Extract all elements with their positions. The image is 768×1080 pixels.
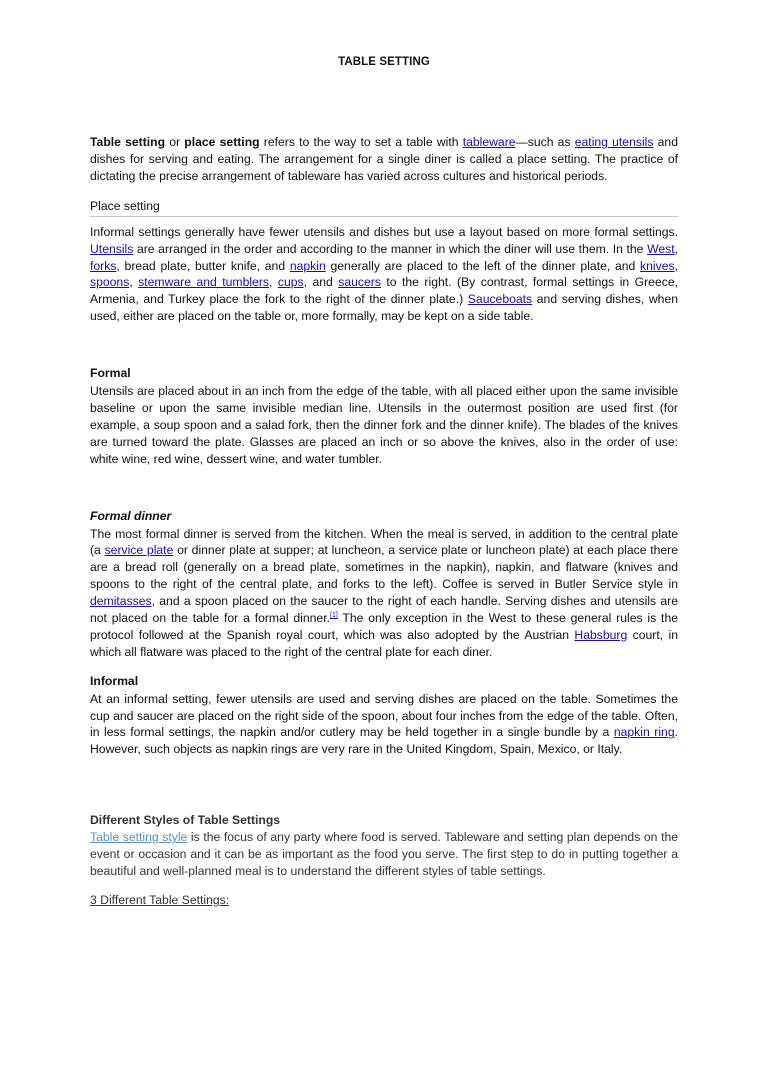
link-saucers[interactable]: saucers [338, 275, 381, 290]
ps-text-2: are arranged in the order and according to the manner in which the diner will use them. In the [133, 241, 648, 256]
link-habsburg[interactable]: Habsburg [574, 627, 628, 642]
link-knives[interactable]: knives [640, 258, 675, 273]
link-table-setting-style[interactable]: Table setting style [90, 830, 188, 845]
styles-paragraph [90, 829, 678, 880]
informal-heading: Informal [90, 673, 139, 688]
formal-heading: Formal [90, 366, 131, 381]
formal-paragraph: Utensils are placed about in an inch from the edge of the table, with all placed either upon the same invisible baseline or upon the same invisible median line. Utensils in the outermost position are used first (for example, a soup spoon and a salad fork, then the dinner fork and the dinner knife). The blades of the knives are turned toward the plate. Glasses are placed an inch or so above the knives, also in the order of use: white wine, red wine, dessert wine, and water tumbler. [90, 384, 678, 466]
term-table-setting: Table setting [90, 135, 166, 149]
fd-text-4: The only exception in the West to these general rules is the protocol followed at the Spanish royal court, which was also adopted by the Austrian [90, 611, 678, 642]
ps-sep-2: , [674, 258, 678, 273]
fd-text-2: or dinner plate at supper; at luncheon, a service plate or luncheon plate) at each place there are a bread roll (generally on a bread plate, sometimes in the napkin), napkin, and flatware (knives and spoons to the right of the central plate, and forks to the left). Coffee is served in Butler Service style in [90, 543, 678, 592]
place-setting-heading: Place setting [90, 198, 678, 217]
link-forks[interactable]: forks [90, 258, 117, 273]
fd-text-5: court, in which all flatware was placed to the right of the central plate for each diner. [90, 627, 678, 659]
fd-text-3: , and a spoon placed on the saucer to the right of each handle. Serving dishes and utensils are not placed on the table for a formal dinner. [90, 594, 678, 626]
ps-sep-1: , [674, 241, 678, 256]
ps-text-5: , and [303, 275, 339, 290]
informal-paragraph [90, 691, 678, 759]
ps-text-6: to the right. (By contrast, formal settings in Greece, Armenia, and Turkey place the fork to the right of the dinner plate.) [90, 275, 678, 307]
ps-sep-4: , [269, 275, 278, 290]
link-sauceboats[interactable]: Sauceboats [467, 292, 533, 307]
link-spoons[interactable]: spoons [90, 275, 130, 290]
link-cups[interactable]: cups [277, 275, 304, 290]
link-stemware-and-tumblers[interactable]: stemware and tumblers [138, 275, 269, 290]
footnote-ref-1[interactable]: [1] [330, 611, 338, 619]
inf-text-2: . However, such objects as napkin rings are very rare in the United Kingdom, Spain, Mexico, or Italy. [90, 725, 678, 757]
link-demitasses[interactable]: demitasses [90, 594, 152, 609]
place-setting-paragraph [90, 224, 678, 325]
ps-text-4: generally are placed to the left of the dinner plate, and [325, 258, 641, 273]
document-title: TABLE SETTING [338, 56, 430, 68]
link-eating-utensils[interactable]: eating utensils [574, 135, 654, 149]
intro-text-1: refers to the way to set a table with [259, 135, 463, 149]
styles-text-1: is the focus of any party where food is served. Tableware and setting plan depends on the event or occasion and it can be as important as the food you serve. The first step to do in putting together a beautiful and well-planned meal is to understand the different styles of table settings. [90, 830, 679, 878]
inf-text-1: At an informal setting, fewer utensils are used and serving dishes are placed on the table. Sometimes the cup and saucer are placed on the right side of the spoon, about four inches from the edge of the table. Often, in less formal settings, the napkin and/or cutlery may be held together in a single bundle by a [90, 691, 678, 740]
document-page [0, 56, 768, 1080]
formal-dinner-paragraph [90, 526, 678, 661]
intro-text-3: and dishes for serving and eating. The arrangement for a single diner is called a place setting. The practice of dictating the precise arrangement of tableware has varied across cultures and historical periods. [90, 135, 678, 183]
formal-dinner-heading: Formal dinner [90, 508, 172, 523]
link-utensils[interactable]: Utensils [90, 241, 134, 256]
link-napkin[interactable]: napkin [289, 258, 326, 273]
intro-or: or [165, 135, 185, 149]
ps-sep-3: , [129, 275, 139, 290]
intro-paragraph [90, 134, 678, 185]
ps-text-7: and serving dishes, when used, either are placed on the table or, more formally, may be kept on a side table. [90, 292, 679, 324]
link-napkin-ring[interactable]: napkin ring [613, 725, 675, 740]
link-tableware[interactable]: tableware [462, 135, 516, 149]
ps-text-3: , bread plate, butter knife, and [116, 258, 290, 273]
ps-text-1: Informal settings generally have fewer utensils and dishes but use a layout based on more formal settings. [90, 224, 678, 239]
term-place-setting: place setting [184, 135, 260, 149]
styles-heading: Different Styles of Table Settings [90, 813, 281, 828]
three-settings-heading: 3 Different Table Settings: [90, 892, 230, 907]
intro-text-2: —such as [515, 135, 575, 149]
link-west[interactable]: West [647, 241, 675, 256]
link-service-plate[interactable]: service plate [104, 543, 174, 558]
fd-text-1: The most formal dinner is served from the kitchen. When the meal is served, in addition to the central plate (a [90, 526, 678, 558]
